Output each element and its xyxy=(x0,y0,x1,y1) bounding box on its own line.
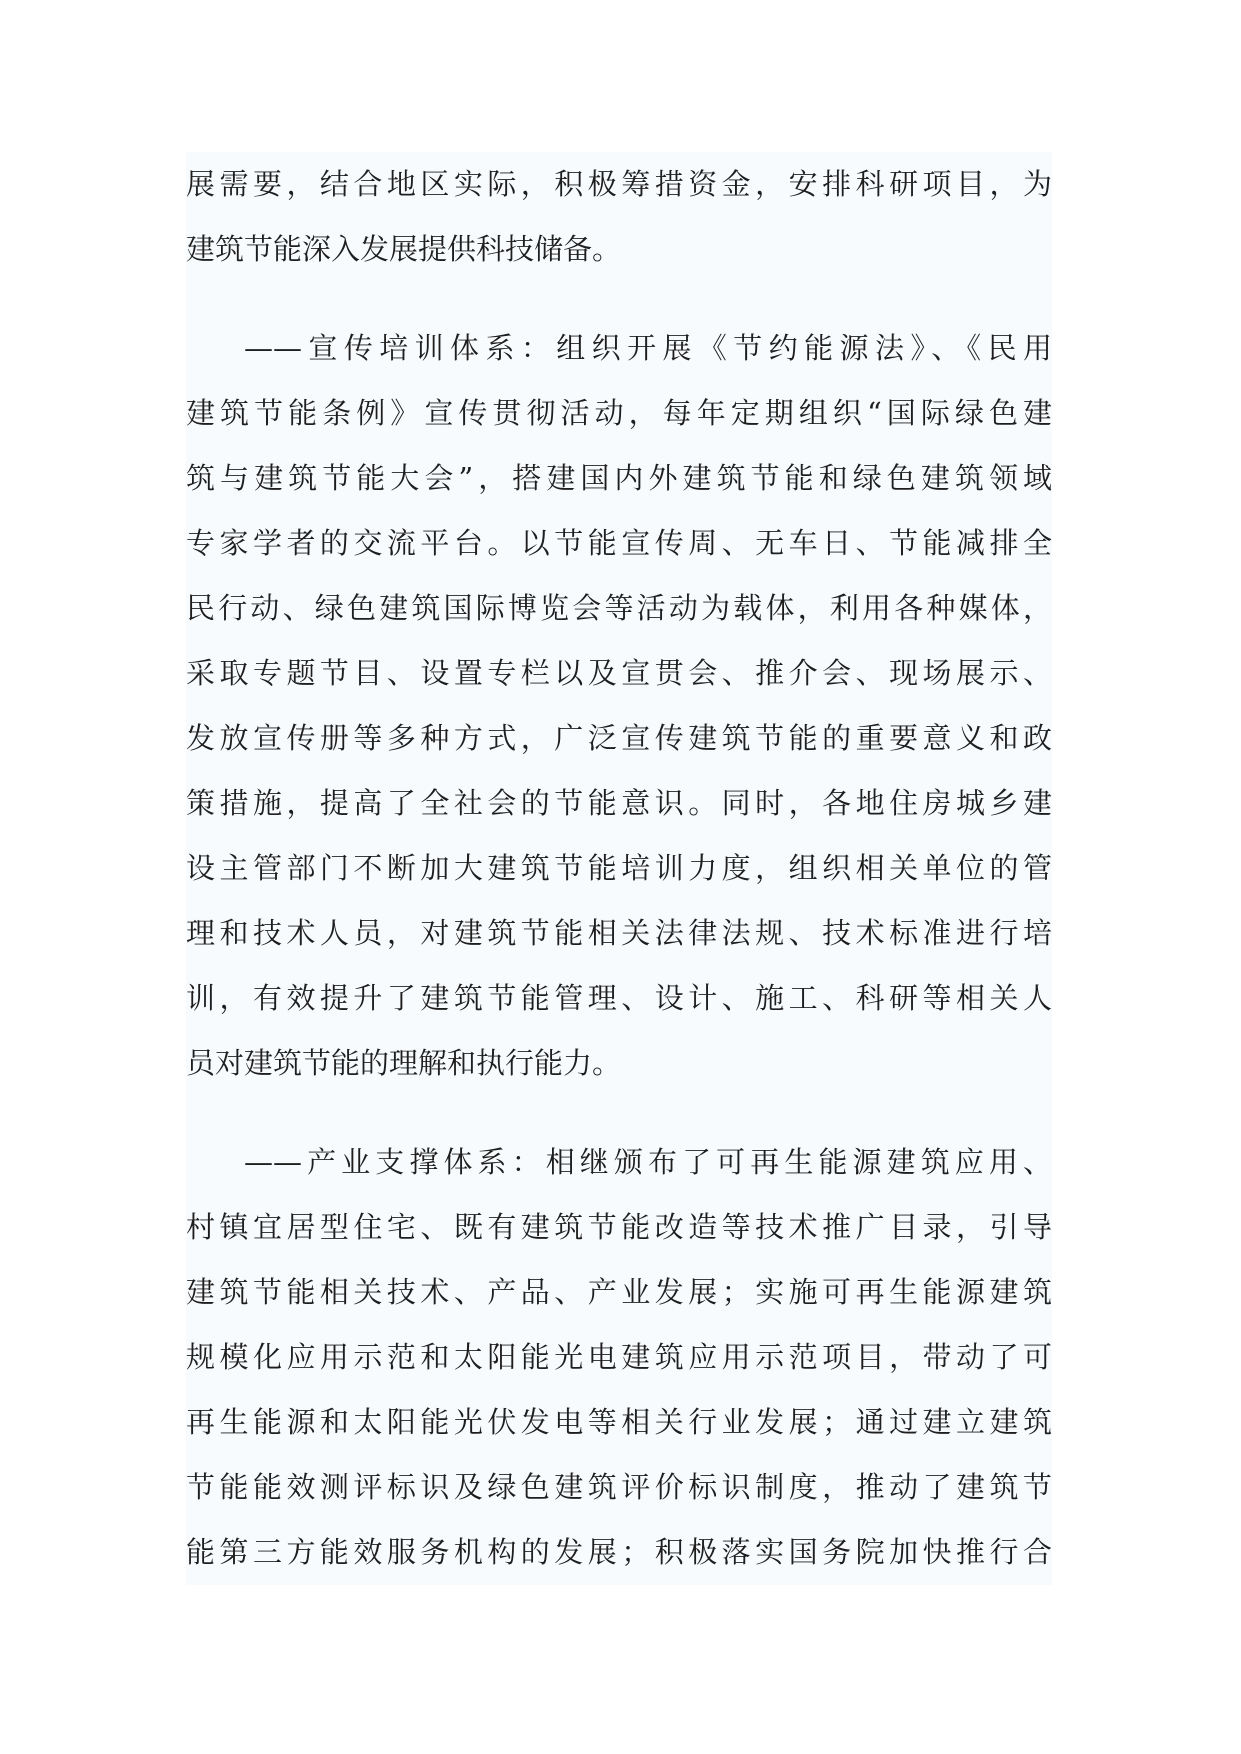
text-line: 能第三方能效服务机构的发展；积极落实国务院加快推行合 xyxy=(186,1535,1052,1569)
text-line: 建筑节能条例》宣传贯彻活动，每年定期组织“国际绿色建 xyxy=(186,396,1052,430)
text-line: 理和技术人员，对建筑节能相关法律法规、技术标准进行培 xyxy=(186,916,1052,950)
paragraph-industry-support xyxy=(186,1130,1052,1585)
paragraph-gap xyxy=(186,282,1052,316)
text-line: 员对建筑节能的理解和执行能力。 xyxy=(186,1046,622,1080)
text-line: 展需要，结合地区实际，积极筹措资金，安排科研项目，为 xyxy=(186,167,1052,201)
text-line: 村镇宜居型住宅、既有建筑节能改造等技术推广目录，引导 xyxy=(186,1210,1052,1244)
document-body xyxy=(186,152,1052,1585)
text-line: 节能能效测评标识及绿色建筑评价标识制度，推动了建筑节 xyxy=(186,1470,1052,1504)
text-line: 专家学者的交流平台。以节能宣传周、无车日、节能减排全 xyxy=(186,526,1052,560)
text-line: 规模化应用示范和太阳能光电建筑应用示范项目，带动了可 xyxy=(186,1340,1052,1374)
text-line: 民行动、绿色建筑国际博览会等活动为载体，利用各种媒体， xyxy=(186,591,1052,625)
text-line: 训，有效提升了建筑节能管理、设计、施工、科研等相关人 xyxy=(186,981,1052,1015)
text-line: ——产业支撑体系：相继颁布了可再生能源建筑应用、 xyxy=(244,1145,1052,1179)
text-line: 筑与建筑节能大会”，搭建国内外建筑节能和绿色建筑领域 xyxy=(186,461,1052,495)
text-line: 再生能源和太阳能光伏发电等相关行业发展；通过建立建筑 xyxy=(186,1405,1052,1439)
paragraph-gap xyxy=(186,1096,1052,1130)
text-line: 发放宣传册等多种方式，广泛宣传建筑节能的重要意义和政 xyxy=(186,721,1052,755)
text-line: 采取专题节目、设置专栏以及宣贯会、推介会、现场展示、 xyxy=(186,656,1052,690)
text-line: ——宣传培训体系：组织开展《节约能源法》、《民用 xyxy=(244,331,1052,365)
text-line: 建筑节能相关技术、产品、产业发展；实施可再生能源建筑 xyxy=(186,1275,1052,1309)
text-line: 策措施，提高了全社会的节能意识。同时，各地住房城乡建 xyxy=(186,786,1052,820)
paragraph-publicity-training xyxy=(186,316,1052,1096)
paragraph-research-funding xyxy=(186,152,1052,282)
text-line: 设主管部门不断加大建筑节能培训力度，组织相关单位的管 xyxy=(186,851,1052,885)
text-line: 建筑节能深入发展提供科技储备。 xyxy=(186,232,622,266)
